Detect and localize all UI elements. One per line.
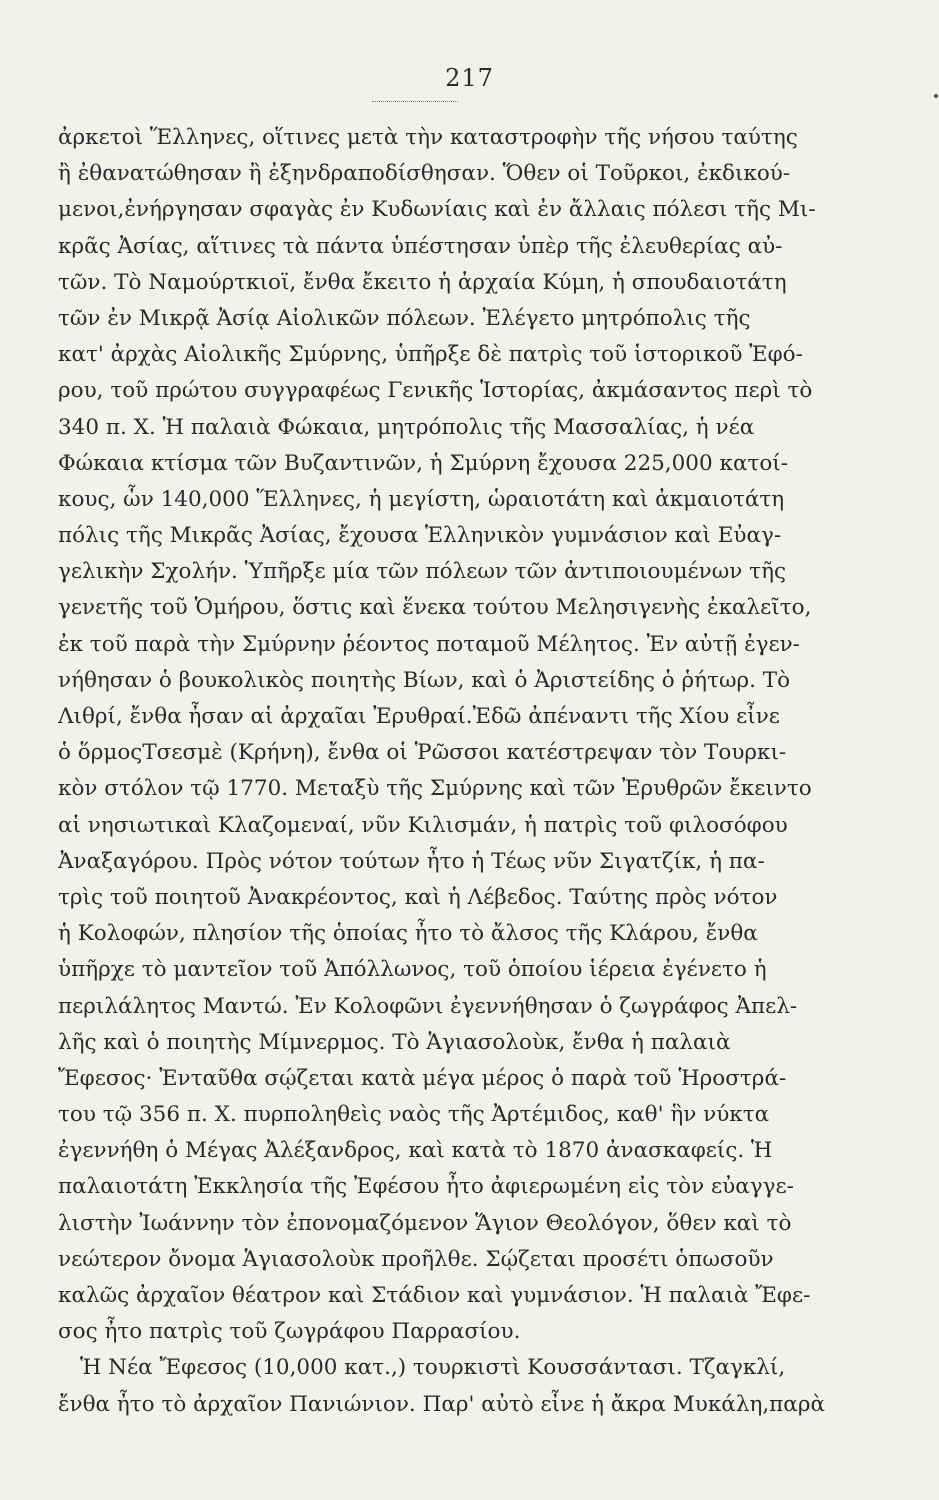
text-line: Ἀναξαγόρου. Πρὸς νότον τούτων ἦτο ἡ Τέως νῦν Σιγατζίκ, ἡ πα- xyxy=(58,848,765,874)
text-line: κατ' ἀρχὰς Αἰολικῆς Σμύρνης, ὑπῆρξε δὲ πατρὶς τοῦ ἱστορικοῦ Ἐφό- xyxy=(58,342,803,368)
text-line: κὸν στόλον τῷ 1770. Μεταξὺ τῆς Σμύρνης καὶ τῶν Ἐρυθρῶν ἔκειντο xyxy=(58,776,812,802)
text-line: ρου, τοῦ πρώτου συγγραφέως Γενικῆς Ἱστορίας, ἀκμάσαντος περὶ τὸ xyxy=(58,378,813,404)
text-line: ἡ Κολοφών, πλησίον τῆς ὁποίας ἦτο τὸ ἄλσος τῆς Κλάρου, ἔνθα xyxy=(58,921,758,947)
text-line: τρὶς τοῦ ποιητοῦ Ἀνακρέοντος, καὶ ἡ Λέβεδος. Ταύτης πρὸς νότον xyxy=(58,884,778,910)
text-line: ὑπῆρχε τὸ μαντεῖον τοῦ Ἀπόλλωνος, τοῦ ὁποίου ἱέρεια ἐγένετο ἡ xyxy=(58,957,767,983)
text-line: νήθησαν ὁ βουκολικὸς ποιητὴς Βίων, καὶ ὁ Ἀριστείδης ὁ ῥήτωρ. Τὸ xyxy=(58,667,791,693)
text-line: Λιθρί, ἔνθα ἦσαν αἱ ἀρχαῖαι Ἐρυθραί.Ἐδῶ ἀπέναντι τῆς Χίου εἶνε xyxy=(58,704,780,729)
text-line: τῶν. Τὸ Ναμούρτκιοϊ, ἔνθα ἔκειτο ἡ ἀρχαία Κύμη, ἡ σπουδαιοτάτη xyxy=(58,269,787,295)
text-line: περιλάλητος Μαντώ. Ἐν Κολοφῶνι ἐγεννήθησαν ὁ ζωγράφος Ἀπελ- xyxy=(58,993,798,1019)
text-line: ὁ ὅρμοςΤσεσμὲ (Κρήνη), ἔνθα οἱ Ῥῶσσοι κατέστρεψαν τὸν Τουρκι- xyxy=(58,740,787,766)
page-number: 217 xyxy=(445,64,494,92)
text-line: Ἔφεσος· Ἐνταῦθα σῴζεται κατὰ μέγα μέρος ὁ παρὰ τοῦ Ἡροστρά- xyxy=(58,1065,787,1091)
text-line: παλαιοτάτη Ἐκκλησία τῆς Ἐφέσου ἦτο ἀφιερωμένη εἰς τὸν εὐαγγε- xyxy=(58,1174,794,1200)
header-rule xyxy=(372,101,458,102)
text-line: ἢ ἐθανατώθησαν ἢ ἐξηνδραποδίσθησαν. Ὅθεν οἱ Τοῦρκοι, ἐκδικού- xyxy=(58,161,791,187)
text-line: νεώτερον ὄνομα Ἁγιασολοὺκ προῆλθε. Σῴζεται προσέτι ὁπωσοῦν xyxy=(58,1246,774,1272)
text-line: ἔνθα ἦτο τὸ ἀρχαῖον Πανιώνιον. Παρ' αὐτὸ εἶνε ἡ ἄκρα Μυκάλη,παρὰ xyxy=(58,1391,825,1417)
text-line: αἱ νησιωτικαὶ Κλαζομεναί, νῦν Κιλισμάν, ἡ πατρὶς τοῦ φιλοσόφου xyxy=(58,812,788,838)
body-text xyxy=(58,120,910,1423)
text-line: κρᾶς Ἀσίας, αἵτινες τὰ πάντα ὑπέστησαν ὑπὲρ τῆς ἐλευθερίας αὐ- xyxy=(58,233,783,259)
text-line: μενοι,ἐνήργησαν σφαγὰς ἐν Κυδωνίαις καὶ ἐν ἄλλαις πόλεσι τῆς Μι- xyxy=(58,197,816,223)
text-line: ἐκ τοῦ παρὰ τὴν Σμύρνην ῥέοντος ποταμοῦ Μέλητος. Ἐν αὐτῇ ἐγεν- xyxy=(58,631,800,657)
text-line: λιστὴν Ἰωάννην τὸν ἐπονομαζόμενον Ἅγιον Θεολόγον, ὅθεν καὶ τὸ xyxy=(58,1210,792,1236)
text-line: κους, ὧν 140,000 Ἕλληνες, ἡ μεγίστη, ὡραιοτάτη καὶ ἀκμαιοτάτη xyxy=(58,486,785,512)
text-line: τῶν ἐν Μικρᾷ Ἀσίᾳ Αἰολικῶν πόλεων. Ἐλέγετο μητρόπολις τῆς xyxy=(58,305,751,331)
text-line: γενετῆς τοῦ Ὁμήρου, ὅστις καὶ ἕνεκα τούτου Μελησιγενὴς ἐκαλεῖτο, xyxy=(58,595,812,621)
text-line: καλῶς ἀρχαῖον θέατρον καὶ Στάδιον καὶ γυμνάσιον. Ἡ παλαιὰ Ἔφε- xyxy=(58,1283,811,1308)
text-line: ἐγεννήθη ὁ Μέγας Ἀλέξανδρος, καὶ κατὰ τὸ 1870 ἀνασκαφείς. Ἡ xyxy=(58,1138,773,1164)
text-line: λῆς καὶ ὁ ποιητὴς Μίμνερμος. Τὸ Ἁγιασολοὺκ, ἔνθα ἡ παλαιὰ xyxy=(58,1029,731,1055)
text-line: σος ἦτο πατρὶς τοῦ ζωγράφου Παρρασίου. xyxy=(58,1319,521,1345)
text-line: του τῷ 356 π. Χ. πυρποληθεὶς ναὸς τῆς Ἀρτέμιδος, καθ' ἣν νύκτα xyxy=(58,1102,770,1128)
text-line: Φώκαια κτίσμα τῶν Βυζαντινῶν, ἡ Σμύρνη ἔχουσα 225,000 κατοί- xyxy=(58,450,788,476)
text-line: πόλις τῆς Μικρᾶς Ἀσίας, ἔχουσα Ἑλληνικὸν γυμνάσιον καὶ Εὐαγ- xyxy=(58,523,782,549)
text-line: ἀρκετοὶ Ἕλληνες, οἵτινες μετὰ τὴν καταστροφὴν τῆς νήσου ταύτης xyxy=(58,125,798,150)
text-line: Ἡ Νέα Ἔφεσος (10,000 κατ.,) τουρκιστὶ Κουσσάντασι. Τζαγκλί, xyxy=(80,1355,786,1381)
text-line: 340 π. Χ. Ἡ παλαιὰ Φώκαια, μητρόπολις τῆς Μασσαλίας, ἡ νέα xyxy=(58,414,755,440)
margin-mark xyxy=(933,84,939,90)
text-line: γελικὴν Σχολήν. Ὑπῆρξε μία τῶν πόλεων τῶν ἀντιποιουμένων τῆς xyxy=(58,559,786,585)
